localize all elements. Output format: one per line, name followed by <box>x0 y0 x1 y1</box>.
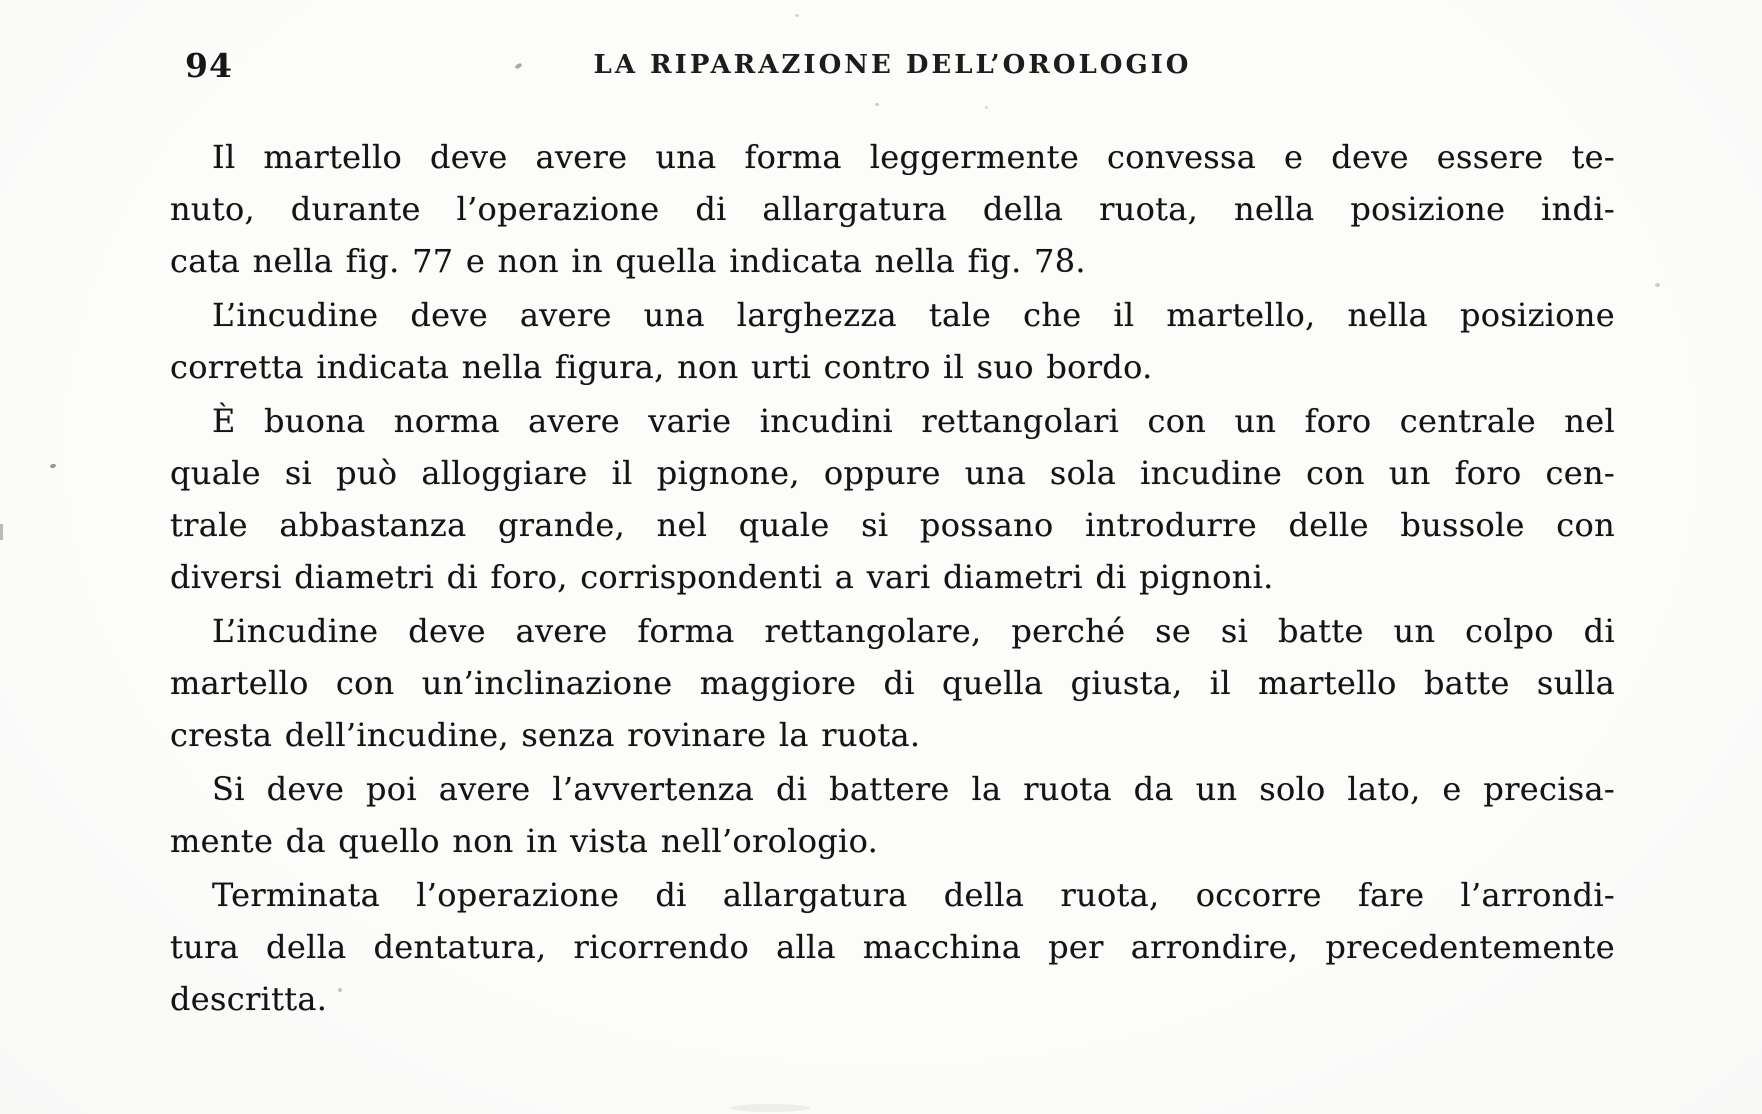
page-number: 94 <box>185 46 233 85</box>
text-line: Terminata l’operazione di allargatura della ruota, occorre fare l’arrondi- <box>212 876 1615 914</box>
text-line: martello con un’inclinazione maggiore di quella giusta, il martello batte sulla <box>170 664 1615 702</box>
text-line: diversi diametri di foro, corrispondenti a vari diametri di pignoni. <box>170 558 1274 596</box>
text-line: cata nella fig. 77 e non in quella indicata nella fig. 78. <box>170 242 1086 280</box>
text-line: tura della dentatura, ricorrendo alla macchina per arrondire, precedentemente <box>170 928 1615 966</box>
scan-speck <box>338 988 342 992</box>
scan-speck <box>49 463 56 469</box>
text-line: nuto, durante l’operazione di allargatura della ruota, nella posizione indi- <box>170 190 1615 228</box>
text-line: trale abbastanza grande, nel quale si possano introdurre delle bussole con <box>170 506 1615 544</box>
text-line: descritta. <box>170 980 328 1018</box>
text-line: L’incudine deve avere forma rettangolare, perché se si batte un colpo di <box>212 612 1615 650</box>
scan-speck <box>985 106 988 109</box>
text-line: Il martello deve avere una forma leggermente convessa e deve essere te- <box>212 138 1615 176</box>
running-title: LA RIPARAZIONE DELL’OROLOGIO <box>593 50 1192 80</box>
scan-speck <box>875 103 879 106</box>
text-line: mente da quello non in vista nell’orologio. <box>170 822 879 860</box>
scan-speck <box>795 14 799 17</box>
text-line: Si deve poi avere l’avvertenza di battere la ruota da un solo lato, e precisa- <box>212 770 1615 808</box>
text-line: quale si può alloggiare il pignone, oppure una sola incudine con un foro cen- <box>170 454 1615 492</box>
scan-smudge <box>730 1104 810 1112</box>
text-line: È buona norma avere varie incudini rettangolari con un foro centrale nel <box>212 402 1615 440</box>
body-text-block <box>170 131 1615 1025</box>
text-line: L’incudine deve avere una larghezza tale che il martello, nella posizione <box>212 296 1615 334</box>
scan-speck <box>1655 283 1660 287</box>
scan-speck <box>0 524 3 540</box>
text-line: cresta dell’incudine, senza rovinare la ruota. <box>170 716 921 754</box>
text-line: corretta indicata nella figura, non urti contro il suo bordo. <box>170 348 1153 386</box>
